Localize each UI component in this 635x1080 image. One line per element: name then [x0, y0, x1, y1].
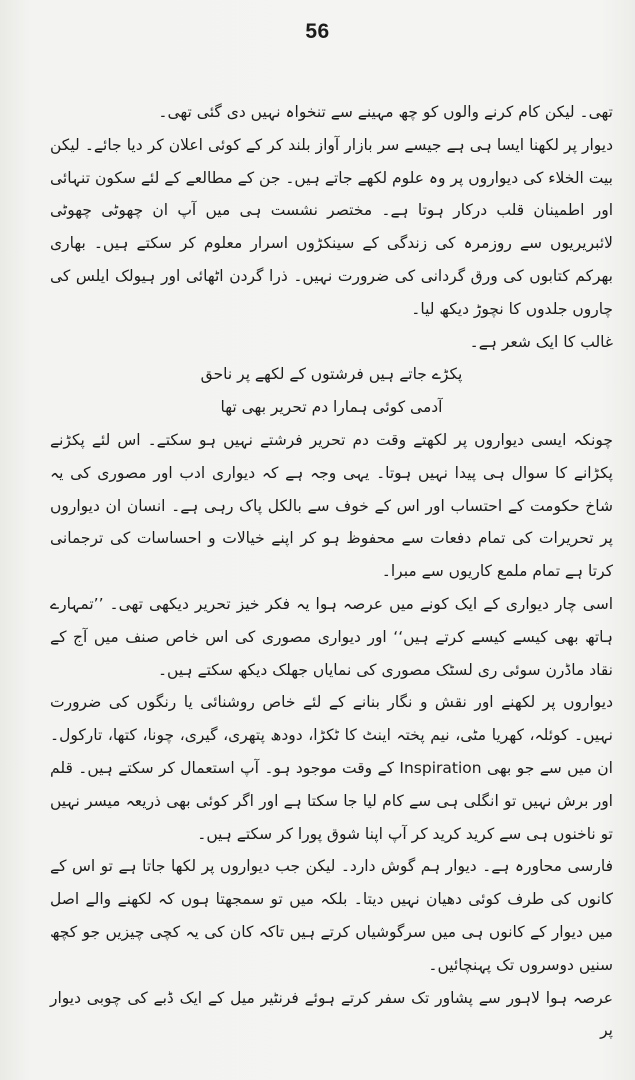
paragraph: عرصہ ہوا لاہور سے پشاور تک سفر کرتے ہوئے فرنٹیر میل کے ایک ڈبے کی چوبی دیوار پر [50, 988, 613, 1040]
verse-couplet [50, 358, 613, 424]
verse-line: آدمی کوئی ہمارا دم تحریر بھی تھا [220, 398, 443, 417]
paragraph: غالب کا ایک شعر ہے۔ [469, 332, 613, 351]
paragraph: دیوار پر لکھنا ایسا ہی ہے جیسے سر بازار آواز بلند کر کے کوئی اعلان کر دیا جائے۔ لیکن بیت الخلاء کی دیواروں پر وہ علوم لکھے جاتے ہیں۔ جن کے مطالعے کے لئے سکون تنہائی اور اطمینان قلب درکار ہوتا ہے۔ مختصر نشست ہی میں آپ ان چھوٹی چھوٹی لائبریریوں سے روزمرہ کی زندگی کے سینکڑوں اسرار معلوم کر سکتے ہیں۔ بھاری بھرکم کتابوں کی ورق گردانی کی ضرورت نہیں۔ ذرا گردن اٹھائی اور ہیولک ایلس کی چاروں جلدوں کا نچوڑ دیکھ لیا۔ [50, 135, 613, 318]
paragraph: تھی۔ لیکن کام کرنے والوں کو چھ مہینے سے تنخواہ نہیں دی گئی تھی۔ [158, 103, 613, 121]
page-number: 56 [305, 20, 330, 43]
paragraph: اسی چار دیواری کے ایک کونے میں عرصہ ہوا یہ فکر خیز تحریر دیکھی تھی۔ ’’تمہارے ہاتھ بھی کیسے کیسے کرتے ہیں‘‘ اور دیواری مصوری کی اس خاص صنف میں آج کے نقاد ماڈرن سوئی ری لسٹک مصوری کی نمایاں جھلک دیکھ سکتے ہیں۔ [50, 594, 613, 679]
paragraph: دیواروں پر لکھنے اور نقش و نگار بنانے کے لئے خاص روشنائی یا رنگوں کی ضرورت نہیں۔ کوئلہ، کھریا مٹی، نیم پختہ اینٹ کا ٹکڑا، دودھ پتھری، گیری، چونا، کتھا، تارکول۔ ان میں سے جو بھی Inspiration کے وقت موجود ہو۔ آپ استعمال کر سکتے ہیں۔ قلم اور برش نہیں تو انگلی ہی سے کام لیا جا سکتا ہے اور اگر کوئی بھی ذریعہ میسر نہیں تو ناخنوں ہی سے کرید کرید کر آپ اپنا شوق پورا کر سکتے ہیں۔ [50, 693, 613, 843]
paragraph: فارسی محاورہ ہے۔ دیوار ہم گوش دارد۔ لیکن جب دیواروں پر لکھا جاتا ہے تو اس کے کانوں کی طرف کوئی دھیان نہیں دیتا۔ بلکہ میں تو سمجھتا ہوں کہ لکھنے والے اصل میں دیوار کے کانوں ہی میں سرگوشیاں کرتے ہیں تاکہ کان کی یہ کچی چیزیں جو کچھ سنیں دوسروں تک پہنچائیں۔ [50, 857, 613, 974]
paragraph: چونکہ ایسی دیواروں پر لکھتے وقت دم تحریر فرشتے نہیں ہو سکتے۔ اس لئے پکڑنے پکڑانے کا سوال ہی پیدا نہیں ہوتا۔ یہی وجہ ہے کہ دیواری ادب اور مصوری کی یہ شاخ حکومت کے احتساب اور اس کے خوف سے بالکل پاک رہی ہے۔ انسان ان دیواروں پر تحریرات کی تمام دفعات سے محفوظ ہو کر اپنے خیالات و احساسات کی ترجمانی کرتا ہے تمام ملمع کاریوں سے مبرا۔ [50, 430, 613, 581]
page-body [50, 96, 613, 1047]
verse-line: پکڑے جاتے ہیں فرشتوں کے لکھے پر ناحق [200, 365, 463, 384]
